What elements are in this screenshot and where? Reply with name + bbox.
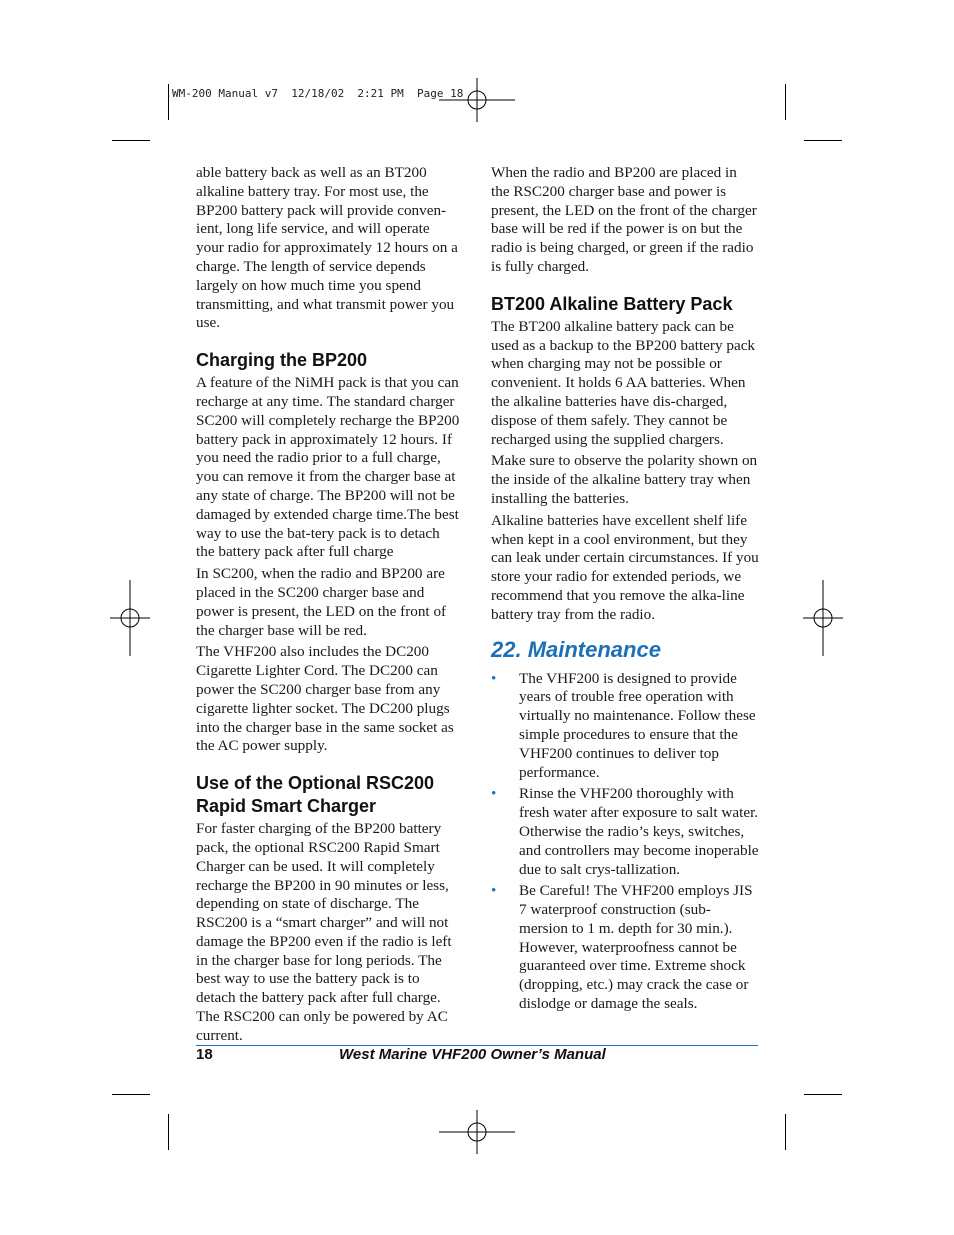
heading-maintenance: 22. Maintenance [491, 636, 661, 662]
heading-bt200-alkaline: BT200 Alkaline Battery Pack [491, 293, 733, 314]
left-column [196, 164, 461, 1049]
list-item [491, 785, 759, 879]
list-item-text: Be Careful! The VHF200 employs JIS 7 waterproof construction (sub-mersion to 1 m. depth for 30 min.). However, waterproofness cannot be guaranteed over time. Extreme shock (dropping, etc.) may crack the case or dislodge or damage the seals. [519, 882, 753, 1013]
paragraph-rsc200: For faster charging of the BP200 battery pack, the optional RSC200 Rapid Smart Charger can be used. It will completely recharge the BP200 in 90 minutes or less, depending on state of discharge. The RSC200 is a “smart charger” and will not damage the BP200 even if the radio is left in the charger base for long periods. The best way to use the battery pack is to detach the battery pack after full charge. The RSC200 can only be powered by AC current. [196, 820, 452, 1044]
paragraph-rsc200-led: When the radio and BP200 are placed in the RSC200 charger base and power is present, the LED on the front of the charger base will be red if the power is on but the radio is being charged, or green if the radio is fully charged. [491, 164, 757, 275]
crop-mark-bottom-left-v [168, 1114, 169, 1150]
heading-rsc200-charger: Use of the Optional RSC200 Rapid Smart Charger [196, 773, 435, 817]
bullet-icon: • [491, 669, 497, 687]
paragraph-bt200-shelf-life: Alkaline batteries have excellent shelf life when kept in a cool environment, but they can leak under certain circumstances. If you store your radio for extended periods, we recommend that you remove the alka-line battery tray from the radio. [491, 511, 759, 623]
crop-mark-top-right-h [804, 140, 842, 141]
bullet-icon: • [491, 785, 497, 803]
paragraph-sc200-led: In SC200, when the radio and BP200 are placed in the SC200 charger base and power is present, the LED on the front of the charger base will be red. [196, 565, 447, 639]
list-item [491, 670, 759, 783]
paragraph-bt200-polarity: Make sure to observe the polarity shown on the inside of the alkaline battery tray when installing the batteries. [491, 452, 758, 507]
paragraph-bt200-backup: The BT200 alkaline battery pack can be used as a backup to the BP200 battery pack when charging may not be possible or convenient. It holds 6 AA batteries. When the alkaline batteries have dis-charged, dispose of them safely. They cannot be recharged using the supplied chargers. [491, 317, 756, 448]
crop-mark-bottom-right-h [804, 1094, 842, 1095]
paragraph-charging-nimh: A feature of the NiMH pack is that you can recharge at any time. The standard charger SC200 will completely recharge the BP200 battery pack in approximately 12 hours. If you need the radio prior to a full charge, you can remove it from the charger base at any state of charge. The BP200 will not be damaged by extended charge time.The best way to use the bat-tery pack is to detach the battery pack after full charge [196, 374, 460, 561]
list-item-text: Rinse the VHF200 thoroughly with fresh water after exposure to salt water. Otherwise the radio’s keys, switches, and controllers may become inoperable due to salt crys-tallization. [519, 785, 759, 878]
footer-title: West Marine VHF200 Owner’s Manual [339, 1046, 606, 1063]
crop-mark-top-left-h [112, 140, 150, 141]
registration-mark-right [803, 580, 843, 656]
registration-mark-left [110, 580, 150, 656]
page-number: 18 [196, 1046, 213, 1063]
paragraph-battery-intro: able battery back as well as an BT200 alkaline battery tray. For most use, the BP200 battery pack will provide conven-ient, long life service, and will operate your radio for approximately 12 hours on a charge. The length of service depends largely on how much time you spend transmitting, and what transmit power you use. [196, 164, 458, 332]
crop-mark-bottom-left-h [112, 1094, 150, 1095]
list-item [491, 882, 759, 1014]
crop-mark-top-right-v [785, 84, 786, 120]
list-item-text: The VHF200 is designed to provide years of trouble free operation with virtually no maintenance. Follow these simple procedures to ensure that the VHF200 continues to deliver top performance. [519, 669, 756, 781]
print-slug: WM-200 Manual v7 12/18/02 2:21 PM Page 18 [172, 87, 464, 100]
paragraph-dc200-cord: The VHF200 also includes the DC200 Cigarette Lighter Cord. The DC200 can power the SC200 charger base from any cigarette lighter socket. The DC200 plugs into the charger base in the same socket as the AC power supply. [196, 643, 454, 755]
crop-mark-top-left-v [168, 84, 169, 120]
heading-charging-bp200: Charging the BP200 [196, 350, 368, 371]
maintenance-list [491, 670, 759, 1014]
crop-mark-bottom-right-v [785, 1114, 786, 1150]
registration-mark-top [439, 78, 515, 122]
right-column [491, 164, 759, 1017]
bullet-icon: • [491, 882, 497, 900]
registration-mark-bottom [439, 1110, 515, 1154]
